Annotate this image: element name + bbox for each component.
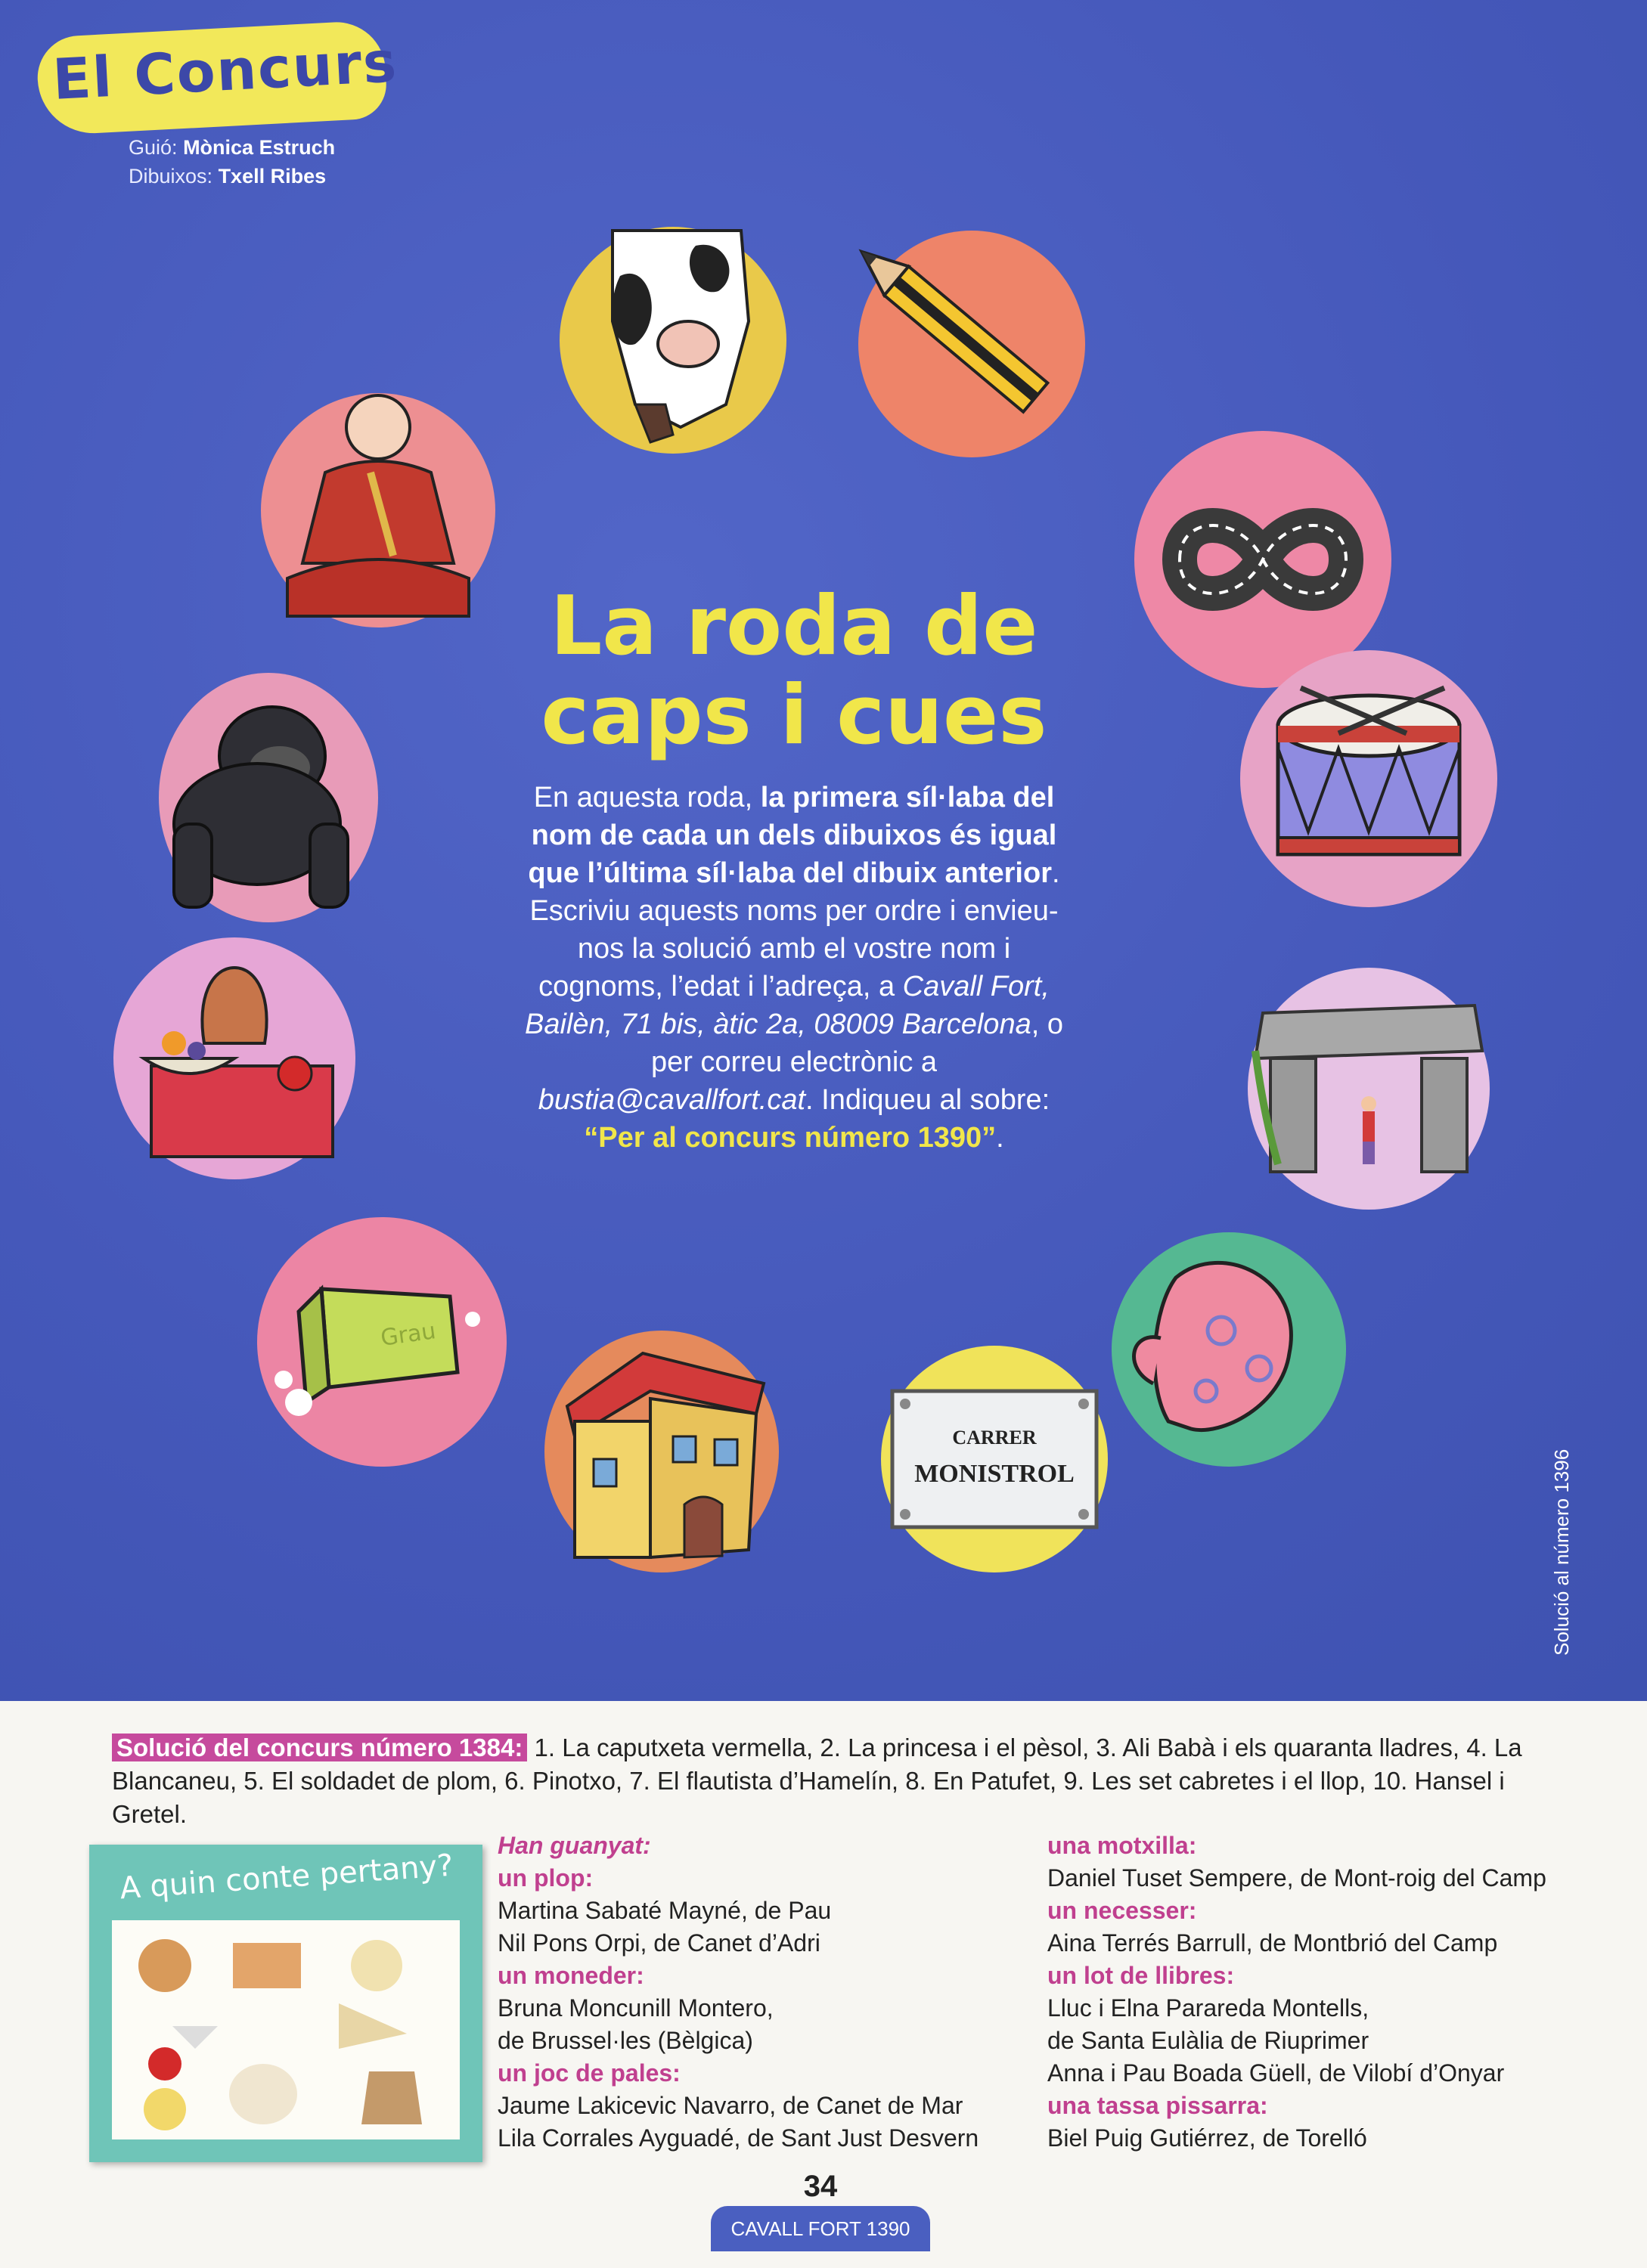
- solution-text: 1. La caputxeta vermella, 2. La princesa i el pèsol, 3. Ali Babà i els quaranta lladres, 4. La Blancaneu, 5. El soldadet de plom, 6. Pinotxo, 7. El flautista d’Hamelín, 8. En Patufet, 9. Les set cabretes i el llop, 10. Hansel i Gretel.: [112, 1734, 1522, 1828]
- logo-text: El Concurs: [51, 29, 400, 113]
- still-life-illustration: [113, 937, 355, 1179]
- prize-category: un moneder:: [498, 1962, 644, 1989]
- winner-name: Jaume Lakicevic Navarro, de Canet de Mar: [498, 2092, 963, 2119]
- thumbnail-image: [112, 1920, 460, 2139]
- prize-category: un necesser:: [1047, 1897, 1197, 1924]
- intro-text: En aquesta roda,: [533, 782, 753, 813]
- winner-name: Daniel Tuset Sempere, de Mont-roig del Camp: [1047, 1864, 1546, 1892]
- winner-name: Lila Corrales Ayguadé, de Sant Just Desvern: [498, 2124, 979, 2152]
- winner-name: de Santa Eulàlia de Riuprimer: [1047, 2027, 1369, 2054]
- winner-name: Anna i Pau Boada Güell, de Vilobí d’Onyar: [1047, 2059, 1505, 2087]
- rule-text: la primera síl·laba del nom de cada un dels dibuixos és igual que l’última síl·laba del dibuix anterior: [528, 782, 1057, 889]
- page-number: 34: [803, 2170, 838, 2203]
- instructions-text-2: , o per correu electrònic a: [650, 1009, 1063, 1078]
- drum-illustration: [1240, 650, 1497, 907]
- credits: [129, 133, 335, 191]
- winner-name: Biel Puig Gutiérrez, de Torelló: [1047, 2124, 1367, 2152]
- puzzle-instructions: En aquesta roda, la primera síl·laba del nom de cada un dels dibuixos és igual que l’última síl·laba del dibuix anterior. Escriviu aquests noms per ordre i envieu-nos la solució amb el vostre nom i cognoms, l’edat i l’adreça, a Cavall Fort, Bailèn, 71 bis, àtic 2a, 08009 Barcelona, o per correu electrònic a bustia@cavallfort.cat. Indiqueu al sobre: “Per al concurs número 1390”.: [525, 782, 1063, 1154]
- winner-name: Aina Terrés Barrull, de Montbrió del Camp: [1047, 1929, 1498, 1957]
- winners-left: [498, 1830, 1027, 2155]
- postal-address: Cavall Fort, Bailèn, 71 bis, àtic 2a, 08009 Barcelona: [525, 971, 1050, 1040]
- section-logo: [36, 20, 400, 136]
- pencil-illustration: [858, 231, 1085, 457]
- puzzle-title: [484, 579, 1104, 763]
- prize-category: un lot de llibres:: [1047, 1962, 1235, 1989]
- winner-name: Nil Pons Orpi, de Canet d’Adri: [498, 1929, 820, 1957]
- prize-category: un joc de pales:: [498, 2059, 681, 2087]
- monk-illustration: [261, 393, 495, 627]
- solution-tag: Solució del concurs número 1384:: [112, 1734, 527, 1761]
- soap-illustration: [257, 1217, 507, 1467]
- sign-line-1: CARRER: [952, 1427, 1037, 1448]
- magazine-footer: CAVALL FORT 1390: [711, 2206, 930, 2251]
- winner-name: Lluc i Elna Parareda Montells,: [1047, 1994, 1369, 2022]
- side-note: Solució al número 1396: [1550, 1448, 1573, 1656]
- email-address[interactable]: bustia@cavallfort.cat: [538, 1084, 806, 1116]
- cow-illustration: [560, 227, 786, 454]
- title-line-2: caps i cues: [541, 668, 1047, 763]
- previous-solution: [112, 1731, 1534, 1831]
- prize-category: un plop:: [498, 1864, 594, 1892]
- instructions-text: Escriviu aquests noms per ordre i envieu-nos la solució amb el vostre nom i cognoms, l’edat i l’adreça, a: [529, 895, 1059, 1002]
- soap-label: Grau: [379, 1318, 438, 1352]
- drawings-label: Dibuixos:: [129, 165, 213, 187]
- dolmen-illustration: [1248, 968, 1490, 1210]
- winner-name: de Brussel·les (Bèlgica): [498, 2027, 753, 2054]
- road-illustration: [1134, 431, 1391, 688]
- house-illustration: [544, 1331, 779, 1572]
- title-line-1: La roda de: [550, 579, 1038, 674]
- winner-name: Bruna Moncunill Montero,: [498, 1994, 774, 2022]
- previous-contest-thumbnail: [89, 1845, 482, 2162]
- thumbnail-title: A quin conte pertany?: [118, 1848, 454, 1907]
- winners-heading: Han guanyat:: [498, 1832, 651, 1859]
- winner-name: Martina Sabaté Mayné, de Pau: [498, 1897, 832, 1924]
- prize-category: una motxilla:: [1047, 1832, 1197, 1859]
- instructions-text-3: . Indiqueu al sobre:: [805, 1084, 1050, 1116]
- prize-category: una tassa pissarra:: [1047, 2092, 1268, 2119]
- script-author: Mònica Estruch: [183, 136, 336, 159]
- drawings-author: Txell Ribes: [218, 165, 327, 187]
- street-sign-illustration: [881, 1346, 1108, 1572]
- sign-line-2: MONISTROL: [914, 1460, 1075, 1488]
- winners-right: [1047, 1830, 1622, 2155]
- oven-mitt-illustration: [1112, 1232, 1346, 1467]
- gorilla-illustration: [159, 673, 378, 922]
- script-label: Guió:: [129, 136, 178, 159]
- contest-reference: “Per al concurs número 1390”: [584, 1122, 997, 1154]
